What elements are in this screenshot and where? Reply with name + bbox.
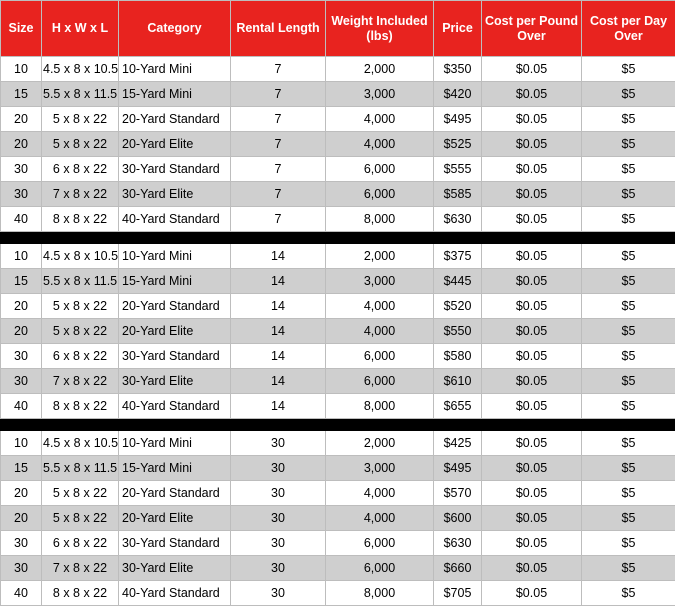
cell-size: 30 bbox=[1, 182, 42, 207]
cell-category: 20-Yard Elite bbox=[119, 319, 231, 344]
cell-cost-per-pound: $0.05 bbox=[482, 57, 582, 82]
cell-price: $550 bbox=[434, 319, 482, 344]
cell-size: 20 bbox=[1, 506, 42, 531]
cell-category: 10-Yard Mini bbox=[119, 244, 231, 269]
cell-rental-length: 30 bbox=[231, 531, 326, 556]
cell-category: 15-Yard Mini bbox=[119, 456, 231, 481]
cell-weight: 6,000 bbox=[326, 531, 434, 556]
cell-weight: 4,000 bbox=[326, 107, 434, 132]
cell-price: $630 bbox=[434, 531, 482, 556]
cell-price: $420 bbox=[434, 82, 482, 107]
cell-size: 15 bbox=[1, 82, 42, 107]
cell-category: 30-Yard Elite bbox=[119, 182, 231, 207]
cell-dimensions: 8 x 8 x 22 bbox=[42, 394, 119, 419]
cell-cost-per-day: $5 bbox=[582, 57, 675, 82]
cell-cost-per-pound: $0.05 bbox=[482, 82, 582, 107]
cell-rental-length: 14 bbox=[231, 369, 326, 394]
cell-dimensions: 5.5 x 8 x 11.5 bbox=[42, 269, 119, 294]
cell-size: 10 bbox=[1, 244, 42, 269]
cell-weight: 4,000 bbox=[326, 294, 434, 319]
cell-weight: 6,000 bbox=[326, 157, 434, 182]
cell-price: $375 bbox=[434, 244, 482, 269]
cell-cost-per-day: $5 bbox=[582, 456, 675, 481]
header-cost-per-day bbox=[582, 1, 675, 57]
cell-category: 15-Yard Mini bbox=[119, 82, 231, 107]
cell-cost-per-pound: $0.05 bbox=[482, 207, 582, 232]
table-row bbox=[1, 57, 675, 82]
table-row bbox=[1, 369, 675, 394]
cell-cost-per-day: $5 bbox=[582, 82, 675, 107]
cell-dimensions: 7 x 8 x 22 bbox=[42, 182, 119, 207]
table-row bbox=[1, 207, 675, 232]
table-row bbox=[1, 506, 675, 531]
cell-weight: 2,000 bbox=[326, 431, 434, 456]
cell-cost-per-day: $5 bbox=[582, 269, 675, 294]
cell-price: $580 bbox=[434, 344, 482, 369]
table-row bbox=[1, 319, 675, 344]
cell-cost-per-day: $5 bbox=[582, 319, 675, 344]
header-category: Category bbox=[119, 1, 231, 57]
cell-rental-length: 7 bbox=[231, 182, 326, 207]
cell-dimensions: 5.5 x 8 x 11.5 bbox=[42, 456, 119, 481]
cell-cost-per-pound: $0.05 bbox=[482, 244, 582, 269]
cell-price: $705 bbox=[434, 581, 482, 606]
header-size: Size bbox=[1, 1, 42, 57]
cell-price: $570 bbox=[434, 481, 482, 506]
cell-rental-length: 30 bbox=[231, 481, 326, 506]
cell-dimensions: 4.5 x 8 x 10.5 bbox=[42, 57, 119, 82]
cell-cost-per-day: $5 bbox=[582, 369, 675, 394]
header-weight-line2: (lbs) bbox=[366, 29, 392, 43]
cell-rental-length: 7 bbox=[231, 132, 326, 157]
table-row bbox=[1, 82, 675, 107]
cell-category: 30-Yard Elite bbox=[119, 369, 231, 394]
cell-category: 20-Yard Standard bbox=[119, 481, 231, 506]
cell-weight: 8,000 bbox=[326, 581, 434, 606]
cell-price: $630 bbox=[434, 207, 482, 232]
cell-dimensions: 5 x 8 x 22 bbox=[42, 294, 119, 319]
cell-weight: 8,000 bbox=[326, 207, 434, 232]
table-row bbox=[1, 107, 675, 132]
cell-size: 15 bbox=[1, 269, 42, 294]
cell-dimensions: 8 x 8 x 22 bbox=[42, 207, 119, 232]
cell-category: 15-Yard Mini bbox=[119, 269, 231, 294]
cell-dimensions: 5 x 8 x 22 bbox=[42, 319, 119, 344]
cell-dimensions: 4.5 x 8 x 10.5 bbox=[42, 431, 119, 456]
cell-cost-per-pound: $0.05 bbox=[482, 107, 582, 132]
table-row bbox=[1, 294, 675, 319]
cell-size: 40 bbox=[1, 207, 42, 232]
table-row bbox=[1, 132, 675, 157]
cell-price: $610 bbox=[434, 369, 482, 394]
cell-size: 40 bbox=[1, 581, 42, 606]
cell-price: $520 bbox=[434, 294, 482, 319]
cell-price: $525 bbox=[434, 132, 482, 157]
cell-cost-per-pound: $0.05 bbox=[482, 269, 582, 294]
cell-dimensions: 5 x 8 x 22 bbox=[42, 132, 119, 157]
cell-cost-per-pound: $0.05 bbox=[482, 344, 582, 369]
table-row bbox=[1, 481, 675, 506]
cell-cost-per-pound: $0.05 bbox=[482, 319, 582, 344]
cell-weight: 6,000 bbox=[326, 344, 434, 369]
cell-rental-length: 30 bbox=[231, 581, 326, 606]
cell-cost-per-day: $5 bbox=[582, 244, 675, 269]
cell-price: $585 bbox=[434, 182, 482, 207]
cell-weight: 4,000 bbox=[326, 481, 434, 506]
cell-rental-length: 7 bbox=[231, 157, 326, 182]
cell-cost-per-pound: $0.05 bbox=[482, 182, 582, 207]
table-row bbox=[1, 244, 675, 269]
cell-weight: 4,000 bbox=[326, 132, 434, 157]
cell-rental-length: 30 bbox=[231, 506, 326, 531]
table-row bbox=[1, 431, 675, 456]
cell-rental-length: 7 bbox=[231, 57, 326, 82]
table-body bbox=[1, 57, 675, 606]
cell-category: 40-Yard Standard bbox=[119, 394, 231, 419]
cell-dimensions: 7 x 8 x 22 bbox=[42, 369, 119, 394]
cell-dimensions: 5 x 8 x 22 bbox=[42, 107, 119, 132]
header-price: Price bbox=[434, 1, 482, 57]
cell-cost-per-day: $5 bbox=[582, 531, 675, 556]
cell-weight: 6,000 bbox=[326, 369, 434, 394]
cell-price: $495 bbox=[434, 456, 482, 481]
cell-category: 20-Yard Standard bbox=[119, 107, 231, 132]
cell-price: $445 bbox=[434, 269, 482, 294]
cell-cost-per-pound: $0.05 bbox=[482, 581, 582, 606]
cell-category: 40-Yard Standard bbox=[119, 581, 231, 606]
cell-cost-per-day: $5 bbox=[582, 157, 675, 182]
cell-rental-length: 14 bbox=[231, 394, 326, 419]
cell-cost-per-day: $5 bbox=[582, 481, 675, 506]
table-row bbox=[1, 581, 675, 606]
cell-dimensions: 6 x 8 x 22 bbox=[42, 531, 119, 556]
cell-rental-length: 14 bbox=[231, 244, 326, 269]
cell-weight: 4,000 bbox=[326, 506, 434, 531]
cell-cost-per-day: $5 bbox=[582, 431, 675, 456]
cell-cost-per-day: $5 bbox=[582, 394, 675, 419]
cell-cost-per-day: $5 bbox=[582, 107, 675, 132]
group-separator bbox=[1, 232, 675, 244]
cell-dimensions: 6 x 8 x 22 bbox=[42, 344, 119, 369]
cell-rental-length: 14 bbox=[231, 269, 326, 294]
cell-category: 20-Yard Elite bbox=[119, 506, 231, 531]
cell-rental-length: 14 bbox=[231, 344, 326, 369]
cell-size: 20 bbox=[1, 107, 42, 132]
cell-weight: 6,000 bbox=[326, 182, 434, 207]
cell-cost-per-pound: $0.05 bbox=[482, 506, 582, 531]
cell-category: 20-Yard Elite bbox=[119, 132, 231, 157]
cell-price: $660 bbox=[434, 556, 482, 581]
table-row bbox=[1, 456, 675, 481]
cell-weight: 4,000 bbox=[326, 319, 434, 344]
cell-dimensions: 5 x 8 x 22 bbox=[42, 481, 119, 506]
cell-category: 40-Yard Standard bbox=[119, 207, 231, 232]
header-weight-included bbox=[326, 1, 434, 57]
header-cost-pound-line1: Cost per Pound bbox=[485, 14, 578, 28]
cell-size: 20 bbox=[1, 294, 42, 319]
cell-price: $600 bbox=[434, 506, 482, 531]
cell-size: 20 bbox=[1, 319, 42, 344]
cell-cost-per-day: $5 bbox=[582, 581, 675, 606]
cell-size: 15 bbox=[1, 456, 42, 481]
cell-dimensions: 8 x 8 x 22 bbox=[42, 581, 119, 606]
cell-category: 10-Yard Mini bbox=[119, 57, 231, 82]
cell-category: 20-Yard Standard bbox=[119, 294, 231, 319]
cell-rental-length: 14 bbox=[231, 294, 326, 319]
cell-cost-per-pound: $0.05 bbox=[482, 294, 582, 319]
cell-cost-per-day: $5 bbox=[582, 506, 675, 531]
cell-rental-length: 7 bbox=[231, 107, 326, 132]
cell-cost-per-pound: $0.05 bbox=[482, 132, 582, 157]
cell-price: $555 bbox=[434, 157, 482, 182]
cell-size: 30 bbox=[1, 369, 42, 394]
cell-size: 40 bbox=[1, 394, 42, 419]
separator-bar bbox=[1, 232, 675, 244]
header-rental-length: Rental Length bbox=[231, 1, 326, 57]
cell-cost-per-day: $5 bbox=[582, 182, 675, 207]
cell-cost-per-pound: $0.05 bbox=[482, 369, 582, 394]
cell-category: 30-Yard Standard bbox=[119, 157, 231, 182]
header-weight-line1: Weight Included bbox=[331, 14, 427, 28]
cell-dimensions: 6 x 8 x 22 bbox=[42, 157, 119, 182]
cell-dimensions: 7 x 8 x 22 bbox=[42, 556, 119, 581]
cell-cost-per-pound: $0.05 bbox=[482, 394, 582, 419]
table-row bbox=[1, 182, 675, 207]
cell-category: 30-Yard Standard bbox=[119, 531, 231, 556]
cell-cost-per-day: $5 bbox=[582, 132, 675, 157]
cell-size: 20 bbox=[1, 132, 42, 157]
cell-weight: 2,000 bbox=[326, 244, 434, 269]
cell-size: 30 bbox=[1, 531, 42, 556]
header-row bbox=[1, 1, 675, 57]
cell-size: 10 bbox=[1, 57, 42, 82]
cell-dimensions: 5.5 x 8 x 11.5 bbox=[42, 82, 119, 107]
cell-price: $655 bbox=[434, 394, 482, 419]
cell-cost-per-day: $5 bbox=[582, 344, 675, 369]
table-row bbox=[1, 394, 675, 419]
cell-cost-per-pound: $0.05 bbox=[482, 157, 582, 182]
cell-rental-length: 14 bbox=[231, 319, 326, 344]
cell-price: $495 bbox=[434, 107, 482, 132]
cell-weight: 6,000 bbox=[326, 556, 434, 581]
header-cost-day-line1: Cost per Day bbox=[590, 14, 667, 28]
cell-cost-per-pound: $0.05 bbox=[482, 481, 582, 506]
cell-size: 20 bbox=[1, 481, 42, 506]
cell-cost-per-day: $5 bbox=[582, 294, 675, 319]
table-row bbox=[1, 556, 675, 581]
header-cost-day-line2: Over bbox=[614, 29, 643, 43]
cell-weight: 2,000 bbox=[326, 57, 434, 82]
cell-cost-per-pound: $0.05 bbox=[482, 431, 582, 456]
cell-cost-per-pound: $0.05 bbox=[482, 556, 582, 581]
cell-weight: 3,000 bbox=[326, 82, 434, 107]
cell-category: 30-Yard Elite bbox=[119, 556, 231, 581]
table-row bbox=[1, 157, 675, 182]
cell-size: 30 bbox=[1, 157, 42, 182]
separator-bar bbox=[1, 419, 675, 431]
cell-size: 10 bbox=[1, 431, 42, 456]
cell-price: $350 bbox=[434, 57, 482, 82]
table-row bbox=[1, 344, 675, 369]
cell-cost-per-pound: $0.05 bbox=[482, 531, 582, 556]
cell-weight: 3,000 bbox=[326, 456, 434, 481]
cell-rental-length: 7 bbox=[231, 207, 326, 232]
cell-category: 10-Yard Mini bbox=[119, 431, 231, 456]
table-row bbox=[1, 531, 675, 556]
cell-size: 30 bbox=[1, 344, 42, 369]
cell-weight: 3,000 bbox=[326, 269, 434, 294]
header-cost-pound-line2: Over bbox=[517, 29, 546, 43]
cell-price: $425 bbox=[434, 431, 482, 456]
cell-dimensions: 4.5 x 8 x 10.5 bbox=[42, 244, 119, 269]
cell-rental-length: 30 bbox=[231, 456, 326, 481]
cell-rental-length: 7 bbox=[231, 82, 326, 107]
cell-rental-length: 30 bbox=[231, 556, 326, 581]
cell-weight: 8,000 bbox=[326, 394, 434, 419]
table-row bbox=[1, 269, 675, 294]
cell-cost-per-day: $5 bbox=[582, 556, 675, 581]
cell-rental-length: 30 bbox=[231, 431, 326, 456]
group-separator bbox=[1, 419, 675, 431]
cell-cost-per-pound: $0.05 bbox=[482, 456, 582, 481]
cell-cost-per-day: $5 bbox=[582, 207, 675, 232]
cell-category: 30-Yard Standard bbox=[119, 344, 231, 369]
header-dimensions: H x W x L bbox=[42, 1, 119, 57]
cell-size: 30 bbox=[1, 556, 42, 581]
header-cost-per-pound bbox=[482, 1, 582, 57]
cell-dimensions: 5 x 8 x 22 bbox=[42, 506, 119, 531]
